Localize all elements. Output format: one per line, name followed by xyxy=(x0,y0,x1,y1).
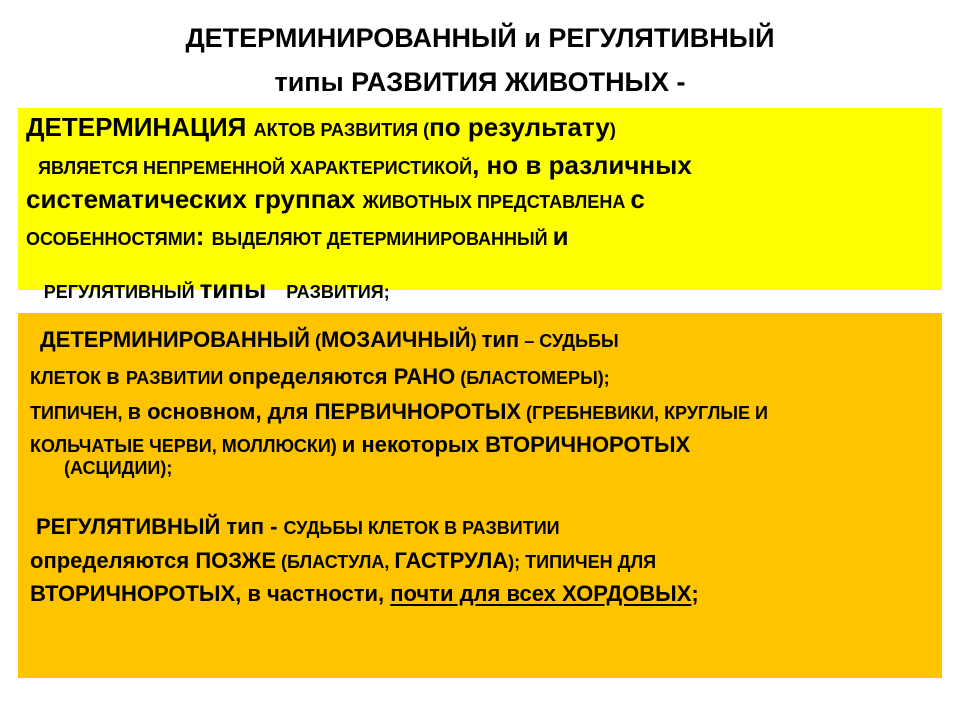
regulative-line-2 xyxy=(30,548,656,574)
text-run: ПЕРВИЧНОРОТЫХ xyxy=(314,399,522,424)
definition-line-4 xyxy=(26,221,569,252)
text-run: РЕГУЛЯТИВНЫЙ xyxy=(43,282,200,302)
regulative-line-1 xyxy=(36,514,560,540)
determinate-line-2 xyxy=(30,364,610,390)
text-run: ; xyxy=(691,581,699,606)
definition-line-1 xyxy=(26,112,616,143)
text-run: (ГРЕБНЕВИКИ, КРУГЛЫЕ И xyxy=(521,403,768,423)
text-run: : xyxy=(195,221,212,251)
text-run: ) xyxy=(470,331,482,351)
text-run: (АСЦИДИИ); xyxy=(64,458,173,478)
text-run: (БЛАСТОМЕРЫ); xyxy=(455,368,610,388)
text-run: СУДЬБЫ КЛЕТОК В РАЗВИТИИ xyxy=(283,518,560,538)
slide-title-line-2: типы РАЗВИТИЯ ЖИВОТНЫХ - xyxy=(274,67,686,97)
regulative-line-3 xyxy=(30,581,699,607)
text-run: почти для всех xyxy=(390,581,562,606)
text-run: КОЛЬЧАТЫЕ ЧЕРВИ, МОЛЛЮСКИ) xyxy=(30,436,342,456)
text-run: (БЛАСТУЛА, xyxy=(276,552,395,572)
text-run: РАНО xyxy=(393,364,456,389)
text-run: и xyxy=(552,221,569,251)
text-run: ТИПИЧЕН, xyxy=(30,403,128,423)
text-run: ДЕТЕРМИНИРОВАННЫЙ xyxy=(40,327,310,352)
text-run: ); ТИПИЧЕН ДЛЯ xyxy=(508,552,657,572)
text-run: РАЗВИТИЯ; xyxy=(266,282,390,302)
text-run: ВТОРИЧНОРОТЫХ xyxy=(485,432,691,457)
definition-line-2 xyxy=(38,150,692,181)
text-run: ( xyxy=(309,331,321,351)
text-run: ГАСТРУЛА xyxy=(394,548,509,573)
text-run: определяются xyxy=(228,364,394,389)
text-run: в основном, для xyxy=(127,399,315,424)
text-run: с xyxy=(630,184,645,214)
text-run: – СУДЬБЫ xyxy=(519,331,619,351)
text-run: , в частности, xyxy=(235,581,391,606)
text-run: ДЕТЕРМИНАЦИЯ xyxy=(26,112,254,142)
determinate-line-1 xyxy=(40,327,619,353)
text-run: ЖИВОТНЫХ ПРЕДСТАВЛЕНА xyxy=(362,192,631,212)
text-run: тип xyxy=(481,327,520,352)
text-run: КЛЕТОК xyxy=(30,368,107,388)
text-run: ПОЗЖЕ xyxy=(195,548,277,573)
determination-definition-box xyxy=(18,108,942,304)
determinate-line-3 xyxy=(30,399,768,425)
text-run: и некоторых xyxy=(341,432,486,457)
text-run: МОЗАИЧНЫЙ xyxy=(320,327,471,352)
text-run: определяются xyxy=(30,548,196,573)
text-run: АКТОВ РАЗВИТИЯ ( xyxy=(253,120,430,140)
text-run: ЯВЛЯЕТСЯ НЕПРЕМЕННОЙ ХАРАКТЕРИСТИКОЙ xyxy=(38,158,473,178)
text-run: ХОРДОВЫХ xyxy=(562,581,692,606)
text-run: тип - xyxy=(220,514,284,539)
text-run: РАЗВИТИИ xyxy=(125,368,229,388)
text-run: типы xyxy=(199,274,267,304)
text-run: , но в различных xyxy=(472,150,692,180)
text-run: в xyxy=(106,364,126,389)
text-run: ОСОБЕННОСТЯМИ xyxy=(26,229,196,249)
determinate-line-5 xyxy=(64,458,172,479)
text-run: ) xyxy=(609,120,616,140)
determinate-line-4 xyxy=(30,432,690,458)
text-run: ВТОРИЧНОРОТЫХ xyxy=(30,581,236,606)
slide-title-line-1: ДЕТЕРМИНИРОВАННЫЙ и РЕГУЛЯТИВНЫЙ xyxy=(185,23,775,53)
text-run: по результату xyxy=(429,112,610,142)
text-run: систематических группах xyxy=(26,184,363,214)
text-run: ВЫДЕЛЯЮТ ДЕТЕРМИНИРОВАННЫЙ xyxy=(211,229,553,249)
definition-line-3 xyxy=(26,184,645,215)
development-types-box xyxy=(18,313,942,678)
text-run: РЕГУЛЯТИВНЫЙ xyxy=(36,514,221,539)
